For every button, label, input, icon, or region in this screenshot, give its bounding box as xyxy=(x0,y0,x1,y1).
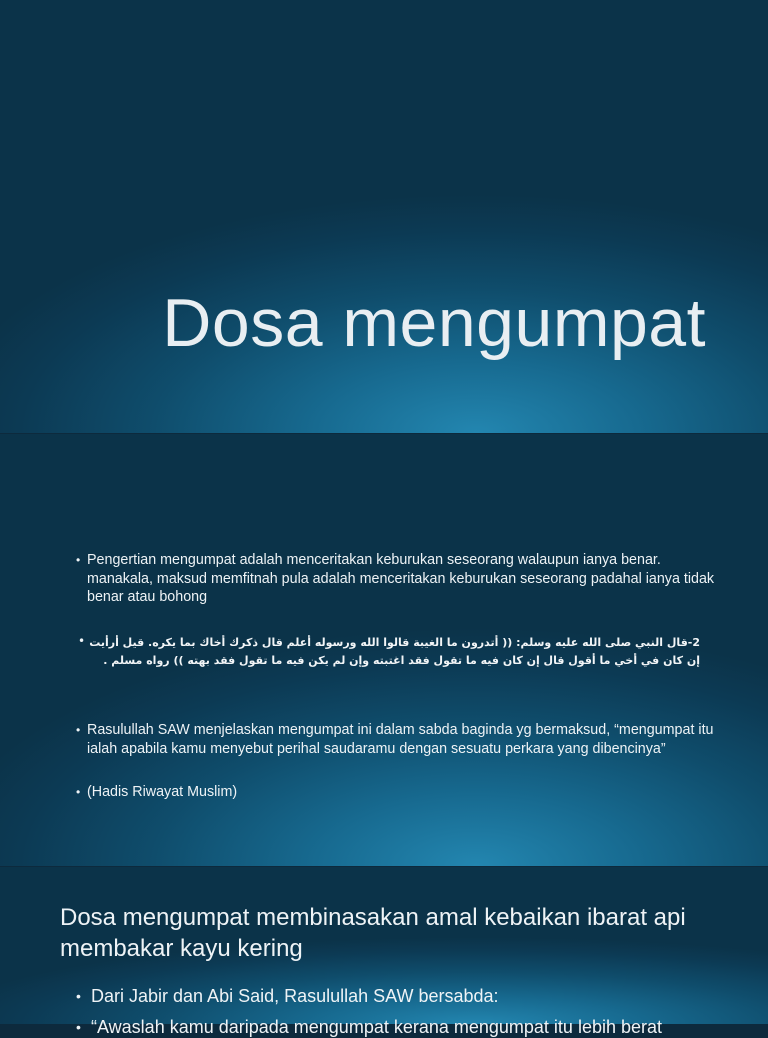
bullet-hadith-meaning xyxy=(76,721,716,758)
content-slide-sin xyxy=(0,867,768,1037)
bullet-marker: • xyxy=(78,634,86,648)
bullet-narration: • Dari Jabir dan Abi Said, Rasulullah SAW bersabda: xyxy=(76,985,499,1007)
content-slide-definition xyxy=(0,434,768,866)
slide-title: Dosa mengumpat xyxy=(162,285,706,361)
bullet-hadith-meaning-text: • Rasulullah SAW menjelaskan mengumpat ini dalam sabda baginda yg bermaksud, “mengumpat itu ialah apabila kamu menyebut perihal saudaramu dengan sesuatu perkara yang dibencinya” xyxy=(76,721,716,758)
slide-heading: Dosa mengumpat membinasakan amal kebaikan ibarat api membakar kayu kering xyxy=(60,904,686,962)
bullet-definition-text: • Pengertian mengumpat adalah menceritakan keburukan seseorang walaupun ianya benar. manakala, maksud memfitnah pula adalah menceritakan keburukan seseorang padahal ianya tidak benar atau bohong xyxy=(76,551,716,607)
bullet-hadith-source-text: • (Hadis Riwayat Muslim) xyxy=(76,783,716,802)
title-slide xyxy=(0,0,768,433)
arabic-hadith-text: 2-قال النبي صلى الله عليه وسلم: (( أتدرون ما الغيبة قالوا الله ورسوله أعلم قال ذكرك أخاك بما يكره. قيل أرأيت إن كان في أخي ما أقول قال إن كان فيه ما تقول فقد اغتبته وإن لم يكن فيه ما تقول فقد بهته )) رواه مسلم . xyxy=(89,636,700,667)
bullet-quote: • “Awaslah kamu daripada mengumpat kerana mengumpat itu lebih berat xyxy=(76,1016,662,1038)
bullet-definition xyxy=(76,551,716,607)
bullet-hadith-source xyxy=(76,783,716,802)
